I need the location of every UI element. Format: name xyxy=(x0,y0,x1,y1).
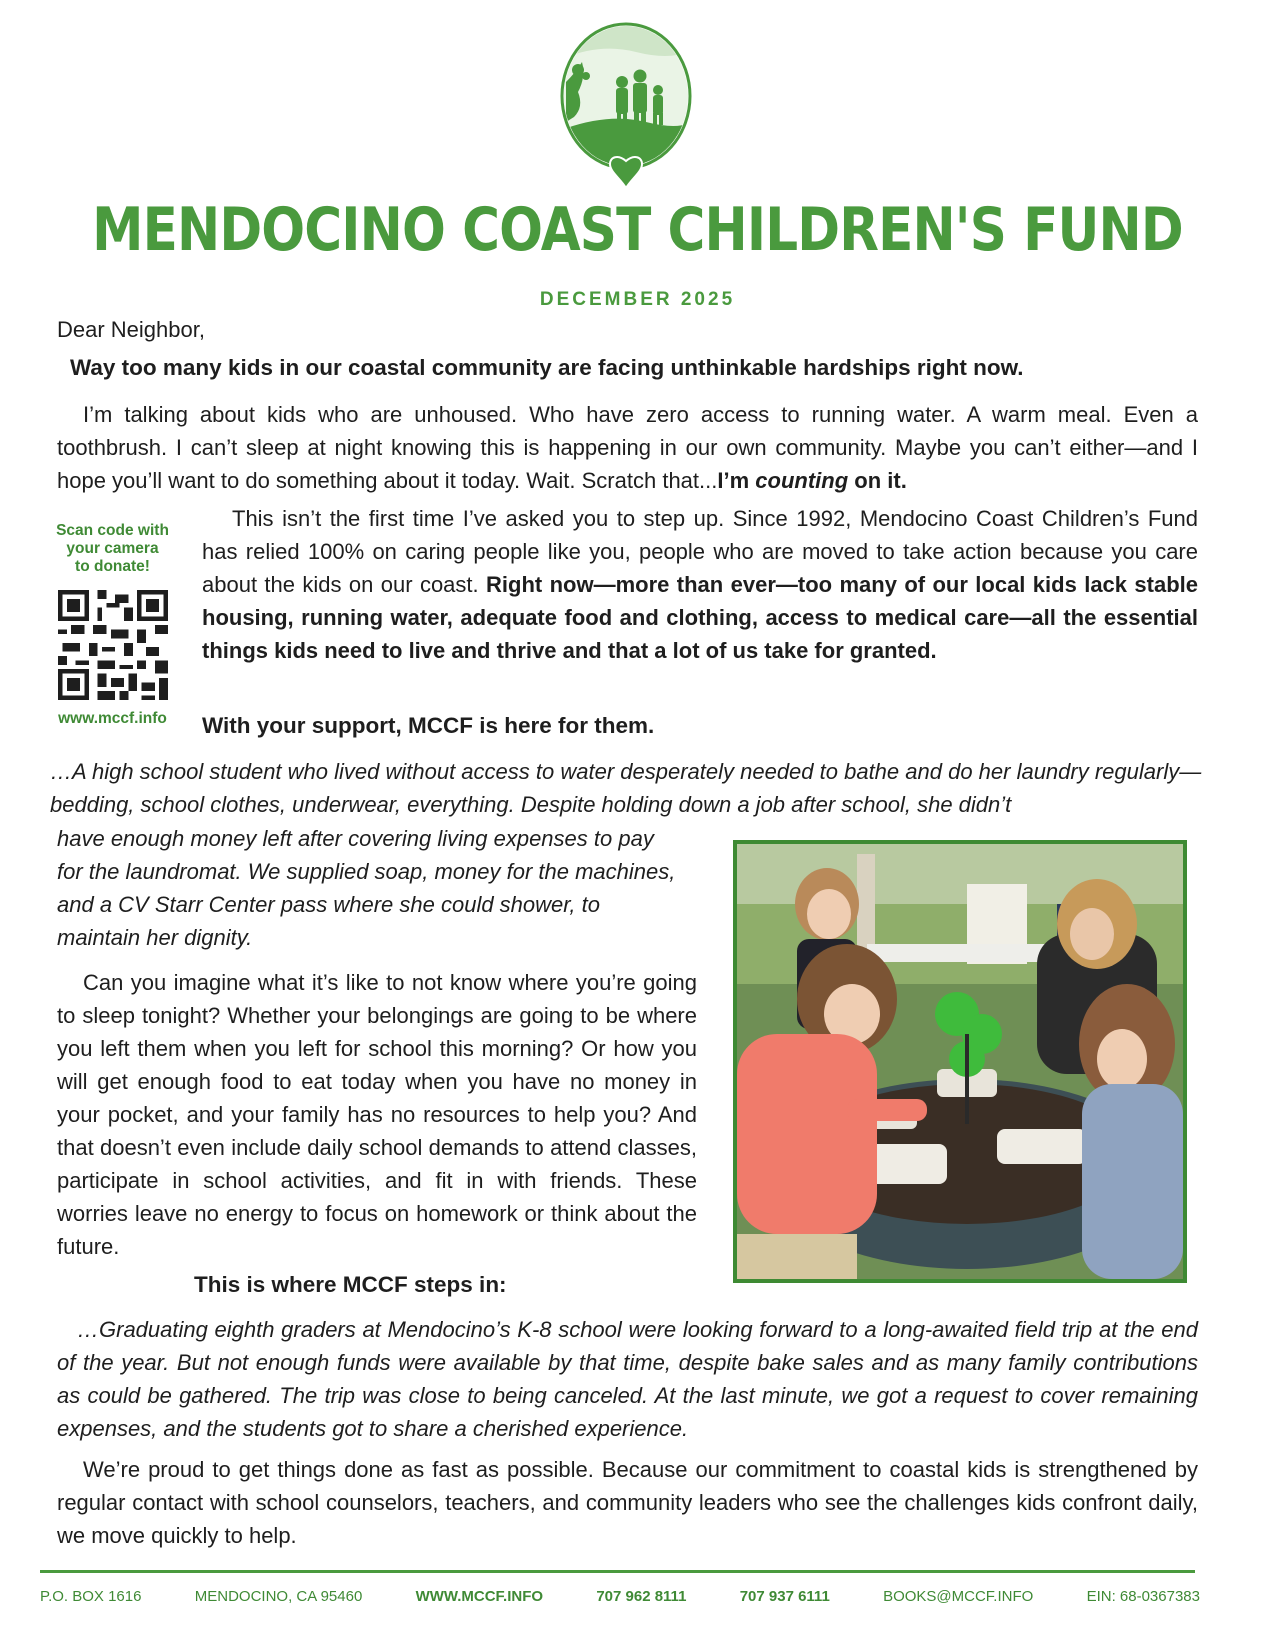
paragraph-1-emphasis-b: counting xyxy=(755,468,849,493)
org-title: MENDOCINO COAST CHILDREN'S FUND xyxy=(92,195,1183,265)
paragraph-3: Can you imagine what it’s like to not know where you’re going to sleep tonight? Whether your belongings are going to be where you left them when you left for school this morning? Or how you will get enough food to eat today when you have no money in your pocket, and your family has no resources to help you? And that doesn’t even include daily school demands to attend classes, participate in school activities, and fit in with friends. These worries leave no energy to focus on homework or think about the future. xyxy=(57,970,697,1259)
footer-po-box: P.O. BOX 1616 xyxy=(40,1588,142,1605)
qr-caption-line-2: your camera xyxy=(66,540,159,557)
headline: Way too many kids in our coastal community are facing unthinkable hardships right now. xyxy=(70,355,1024,380)
steps-in-heading: This is where MCCF steps in: xyxy=(194,1272,507,1297)
story-1-continued: have enough money left after covering living expenses to pay for the laundromat. We supplied soap, money for the machines, and a CV Starr Center pass where she could shower, to maintain her dignity. xyxy=(57,826,676,950)
children-activity-photo xyxy=(733,840,1187,1283)
paragraph-4: We’re proud to get things done as fast as possible. Because our commitment to coastal kids is strengthened by regular contact with school counselors, teachers, and community leaders who see the challenges kids confront daily, we move quickly to help. xyxy=(57,1457,1198,1548)
support-line: With your support, MCCF is here for them. xyxy=(202,713,655,738)
footer-phone-1[interactable]: 707 962 8111 xyxy=(596,1588,687,1605)
letter-date: DECEMBER 2025 xyxy=(539,289,736,310)
footer-website[interactable]: WWW.MCCF.INFO xyxy=(415,1588,544,1605)
paragraph-1 xyxy=(57,398,1198,497)
footer-divider xyxy=(40,1570,1195,1573)
footer-phone-2[interactable]: 707 937 6111 xyxy=(739,1588,830,1605)
footer-city: MENDOCINO, CA 95460 xyxy=(194,1588,363,1605)
qr-caption-line-3: to donate! xyxy=(75,558,150,575)
story-1-opening: …A high school student who lived without access to water desperately needed to bathe and do her laundry regularly—bedding, school clothes, underwear, everything. Despite holding down a job after school, she didn’t xyxy=(50,759,1202,817)
qr-caption-line-1: Scan code with xyxy=(56,522,169,539)
footer-ein: EIN: 68-0367383 xyxy=(1086,1588,1200,1605)
paragraph-1-emphasis-a: I’m xyxy=(717,468,756,493)
paragraph-2 xyxy=(202,502,1198,667)
story-2: …Graduating eighth graders at Mendocino’s K-8 school were looking forward to a long-awaited field trip at the end of the year. But not enough funds were available by that time, despite bake sales and as many family contributions as could be gathered. The trip was close to being canceled. At the last minute, we got a request to cover remaining expenses, and the students got to share a cherished experience. xyxy=(57,1317,1198,1441)
qr-website-url[interactable]: www.mccf.info xyxy=(58,710,167,727)
footer-email[interactable]: BOOKS@MCCF.INFO xyxy=(883,1588,1034,1605)
salutation: Dear Neighbor, xyxy=(57,317,205,342)
paragraph-1-text: I’m talking about kids who are unhoused. Who have zero access to running water. A warm meal. Even a toothbrush. I can’t sleep at night knowing this is happening in our own community. Maybe you can’t either—and I hope you’ll want to do something about it today. Wait. Scratch that... xyxy=(57,402,1198,493)
paragraph-1-emphasis-c: on it. xyxy=(848,468,907,493)
paragraph-2-bold: Right now—more than ever—too many of our local kids lack stable housing, running water, adequate food and clothing, access to medical care—all the essential things kids need to live and thrive and that a lot of us take for granted. xyxy=(202,572,1198,663)
qr-donate-block xyxy=(40,522,185,728)
qr-code-icon[interactable] xyxy=(58,590,168,700)
mccf-logo xyxy=(556,22,696,192)
footer xyxy=(40,1588,1200,1605)
paragraph-2-text: This isn’t the first time I’ve asked you to step up. Since 1992, Mendocino Coast Children’s Fund has relied 100% on caring people like you, people who are moved to take action because you care about the kids on our coast. xyxy=(202,506,1198,597)
